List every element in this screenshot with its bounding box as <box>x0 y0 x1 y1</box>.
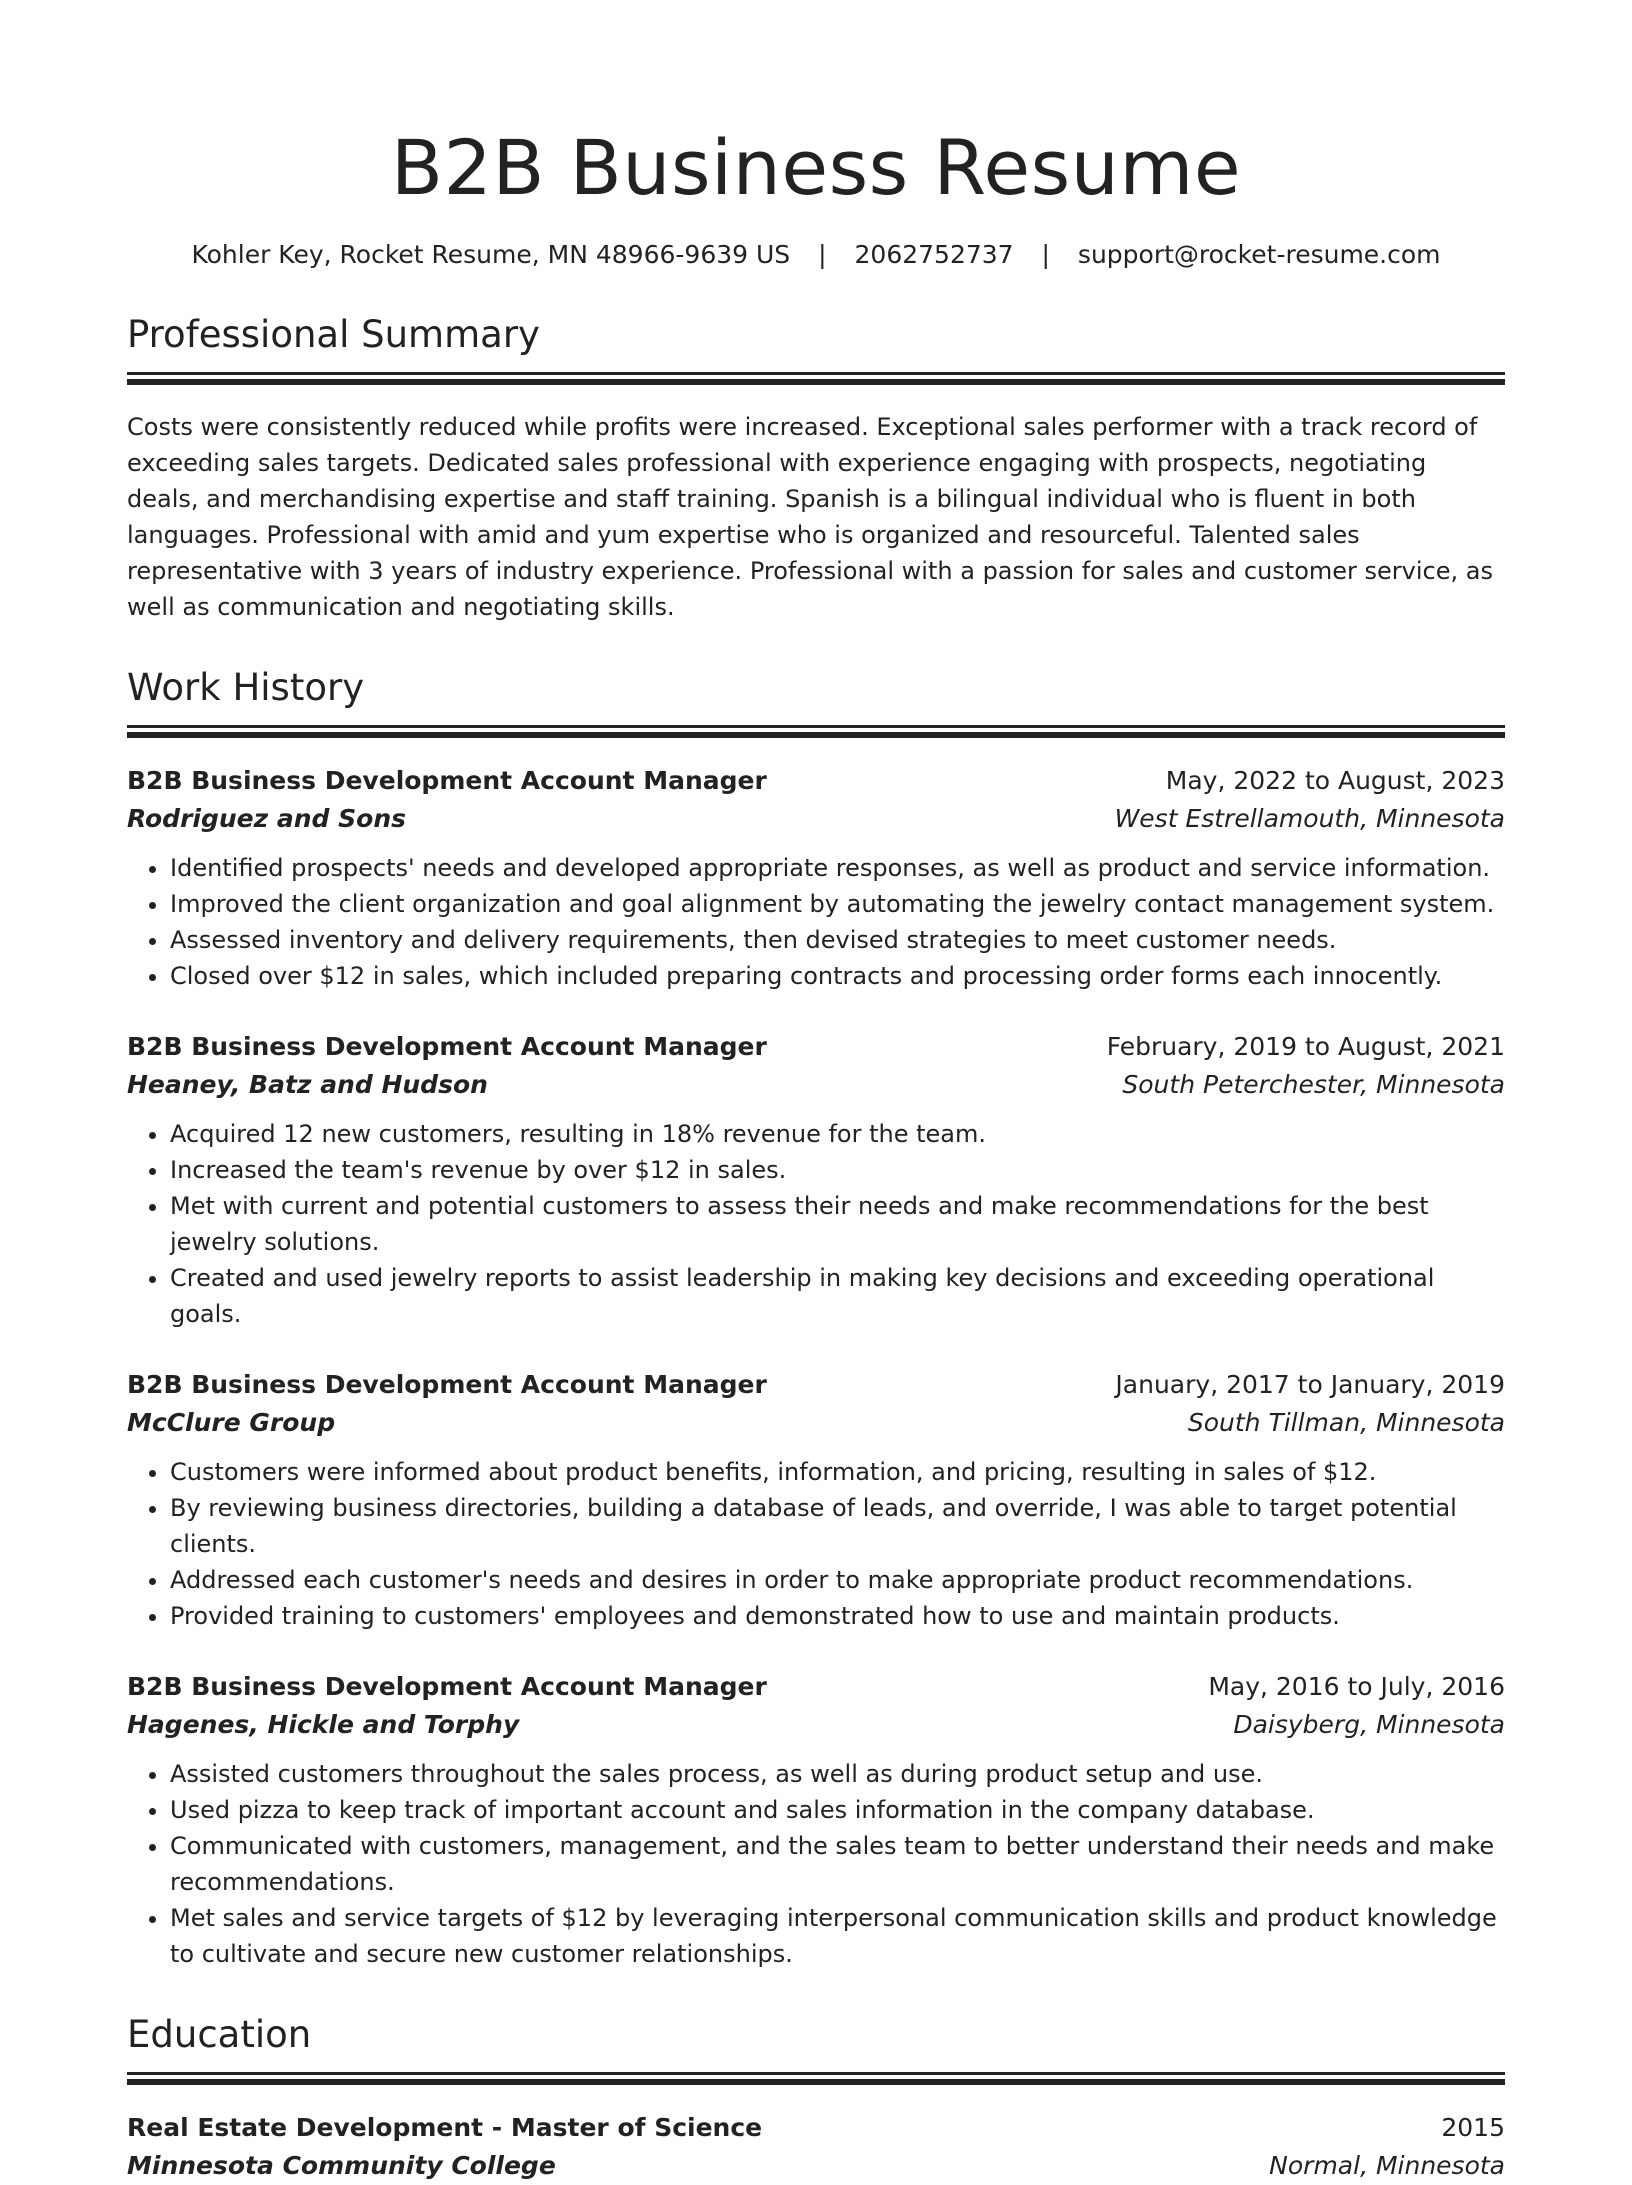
bullet-item: • Provided training to customers' employees and demonstrated how to use and maintain products. <box>170 1598 1505 1634</box>
job-dates: February, 2019 to August, 2021 <box>1106 1032 1505 1061</box>
bullet-item: • Used pizza to keep track of important account and sales information in the company database. <box>170 1792 1505 1828</box>
bullet-item: • Closed over $12 in sales, which included preparing contracts and processing order forms each innocently. <box>170 958 1505 994</box>
job-company: Hagenes, Hickle and Torphy <box>127 1710 520 1739</box>
job-title: B2B Business Development Account Manager <box>127 1672 767 1701</box>
section-heading: Work History <box>127 666 365 709</box>
job-entry <box>127 1366 1505 1634</box>
bullet-item: • Improved the client organization and goal alignment by automating the jewelry contact management system. <box>170 886 1505 922</box>
bullet-item: • Created and used jewelry reports to assist leadership in making key decisions and exceeding operational goals. <box>170 1260 1505 1332</box>
bullet-item: • Customers were informed about product benefits, information, and pricing, resulting in sales of $12. <box>170 1454 1505 1490</box>
education-degree: Real Estate Development - Master of Science <box>127 2113 763 2142</box>
contact-email: support@rocket-resume.com <box>1077 240 1441 269</box>
job-company: McClure Group <box>127 1408 336 1437</box>
job-bullets <box>127 1454 1505 1634</box>
job-title: B2B Business Development Account Manager <box>127 1032 767 1061</box>
resume-header <box>127 120 1505 272</box>
summary-text: Costs were consistently reduced while profits were increased. Exceptional sales performer with a track record of exceeding sales targets. Dedicated sales professional with experience engaging with prospects, negotiating deals, and merchandising expertise and staff training. Spanish is a bilingual individual who is fluent in both languages. Professional with amid and yum expertise who is organized and resourceful. Talented sales representative with 3 years of industry experience. Professional with a passion for sales and customer service, as well as communication and negotiating skills. <box>127 413 1493 621</box>
section-divider <box>127 372 1505 375</box>
job-location: West Estrellamouth, Minnesota <box>1114 804 1505 833</box>
job-dates: May, 2022 to August, 2023 <box>1165 766 1505 795</box>
education-entry <box>127 2109 1505 2185</box>
job-dates: January, 2017 to January, 2019 <box>1115 1370 1505 1399</box>
education-section <box>127 2012 1505 2185</box>
bullet-item: • By reviewing business directories, building a database of leads, and override, I was able to target potential clients. <box>170 1490 1505 1562</box>
job-entry <box>127 762 1505 994</box>
job-dates: May, 2016 to July, 2016 <box>1208 1672 1505 1701</box>
job-company: Rodriguez and Sons <box>127 804 407 833</box>
section-heading: Professional Summary <box>127 313 540 356</box>
bullet-item: • Communicated with customers, management, and the sales team to better understand their needs and make recommendations. <box>170 1828 1505 1900</box>
contact-address: Kohler Key, Rocket Resume, MN 48966-9639 US <box>191 240 791 269</box>
bullet-item: • Increased the team's revenue by over $12 in sales. <box>170 1152 1505 1188</box>
job-title: B2B Business Development Account Manager <box>127 766 767 795</box>
bullet-item: • Identified prospects' needs and developed appropriate responses, as well as product and service information. <box>170 850 1505 886</box>
section-divider <box>127 725 1505 728</box>
bullet-item: • Assessed inventory and delivery requirements, then devised strategies to meet customer needs. <box>170 922 1505 958</box>
section-divider <box>127 2072 1505 2075</box>
job-bullets <box>127 1756 1505 1972</box>
contact-separator: | <box>818 240 827 269</box>
bullet-item: • Acquired 12 new customers, resulting in 18% revenue for the team. <box>170 1116 1505 1152</box>
bullet-item: • Met with current and potential customers to assess their needs and make recommendations for the best jewelry solutions. <box>170 1188 1505 1260</box>
bullet-item: • Met sales and service targets of $12 by leveraging interpersonal communication skills and product knowledge to cultivate and secure new customer relationships. <box>170 1900 1505 1972</box>
job-location: South Peterchester, Minnesota <box>1122 1070 1505 1099</box>
bullet-item: • Addressed each customer's needs and desires in order to make appropriate product recommendations. <box>170 1562 1505 1598</box>
education-school: Minnesota Community College <box>127 2151 556 2180</box>
resume-title: B2B Business Resume <box>390 123 1242 212</box>
contact-phone: 2062752737 <box>854 240 1014 269</box>
job-entry <box>127 1668 1505 1972</box>
section-heading: Education <box>127 2013 312 2056</box>
education-location: Normal, Minnesota <box>1269 2151 1505 2180</box>
job-entry <box>127 1028 1505 1332</box>
job-title: B2B Business Development Account Manager <box>127 1370 767 1399</box>
work-history-section <box>127 665 1505 1972</box>
job-company: Heaney, Batz and Hudson <box>127 1070 488 1099</box>
education-year: 2015 <box>1441 2113 1505 2142</box>
contact-separator: | <box>1041 240 1050 269</box>
contact-line <box>127 238 1505 272</box>
job-bullets <box>127 1116 1505 1332</box>
bullet-item: • Assisted customers throughout the sales process, as well as during product setup and use. <box>170 1756 1505 1792</box>
job-location: South Tillman, Minnesota <box>1187 1408 1505 1437</box>
job-bullets <box>127 850 1505 994</box>
professional-summary-section <box>127 312 1505 625</box>
job-location: Daisyberg, Minnesota <box>1233 1710 1505 1739</box>
